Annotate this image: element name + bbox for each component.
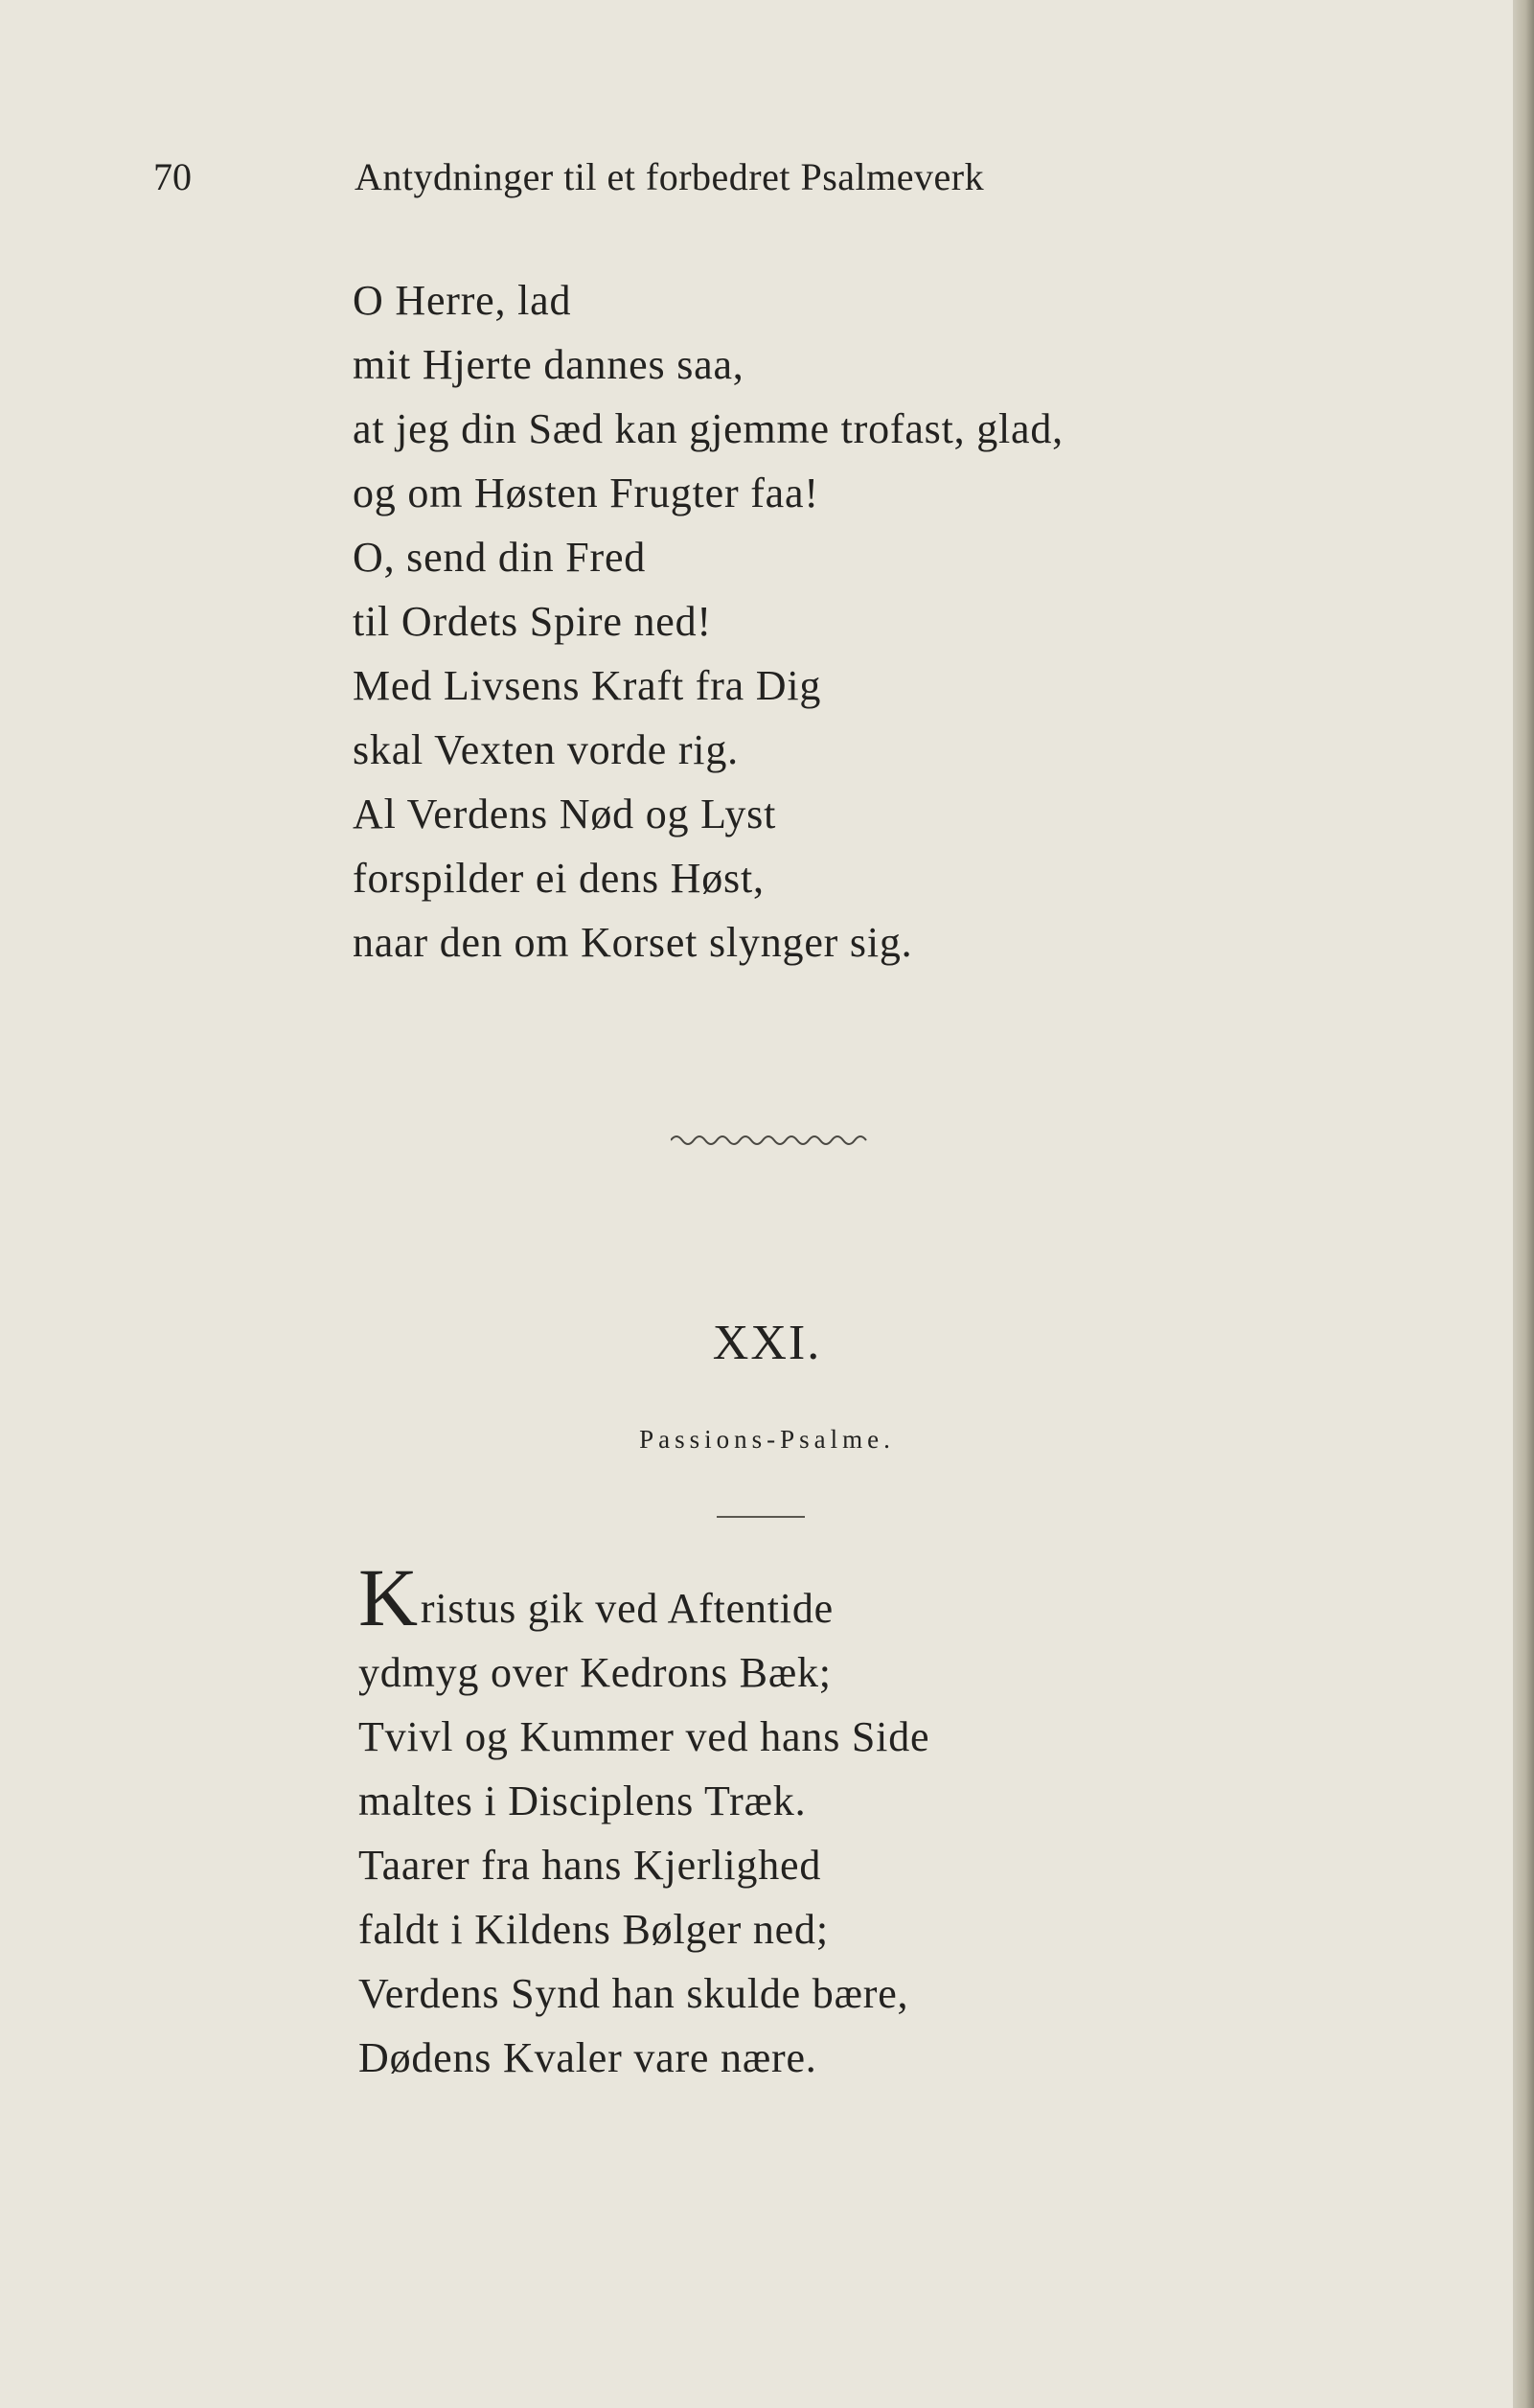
verse-line: naar den om Korset slynger sig.	[353, 919, 913, 966]
running-title: Antydninger til et forbedret Psalmeverk	[355, 155, 985, 198]
short-rule-divider	[717, 1516, 805, 1518]
verse-line: at jeg din Sæd kan gjemme trofast, glad,	[353, 405, 1064, 452]
verse-line: faldt i Kildens Bølger ned;	[358, 1906, 829, 1953]
verse-line: ydmyg over Kedrons Bæk;	[358, 1649, 832, 1696]
verse-line: maltes i Disciplens Træk.	[358, 1777, 807, 1824]
wavy-divider-ornament	[671, 1129, 872, 1150]
verse-first-line	[358, 1551, 929, 1643]
verse-line: Dødens Kvaler vare nære.	[358, 2034, 817, 2081]
verse-line: Taarer fra hans Kjerlighed	[358, 1842, 822, 1889]
verse-line: O, send din Fred	[353, 534, 647, 581]
verse-line: O Herre, lad	[353, 277, 572, 324]
hymn-verse	[358, 1551, 930, 2090]
verse-line: mit Hjerte dannes saa,	[353, 341, 744, 388]
hymn-subtitle: Passions-Psalme.	[639, 1425, 895, 1454]
first-line-text: ristus gik ved Aftentide	[420, 1585, 834, 1632]
page-number: 70	[153, 155, 192, 198]
verse-line: skal Vexten vorde rig.	[353, 726, 739, 773]
drop-cap-initial: K	[358, 1551, 419, 1643]
verse-line: Al Verdens Nød og Lyst	[353, 791, 777, 837]
verse-line: Tvivl og Kummer ved hans Side	[358, 1713, 930, 1760]
verse-line: Med Livsens Kraft fra Dig	[353, 662, 822, 709]
verse-line: til Ordets Spire ned!	[353, 598, 712, 645]
page-edge-shadow	[1513, 0, 1534, 2408]
verse-line: Verdens Synd han skulde bære,	[358, 1970, 909, 2017]
previous-hymn-verse	[353, 268, 1064, 975]
verse-line: og om Høsten Frugter faa!	[353, 470, 819, 516]
verse-line: forspilder ei dens Høst,	[353, 855, 765, 902]
hymn-number: XXI.	[712, 1316, 822, 1370]
